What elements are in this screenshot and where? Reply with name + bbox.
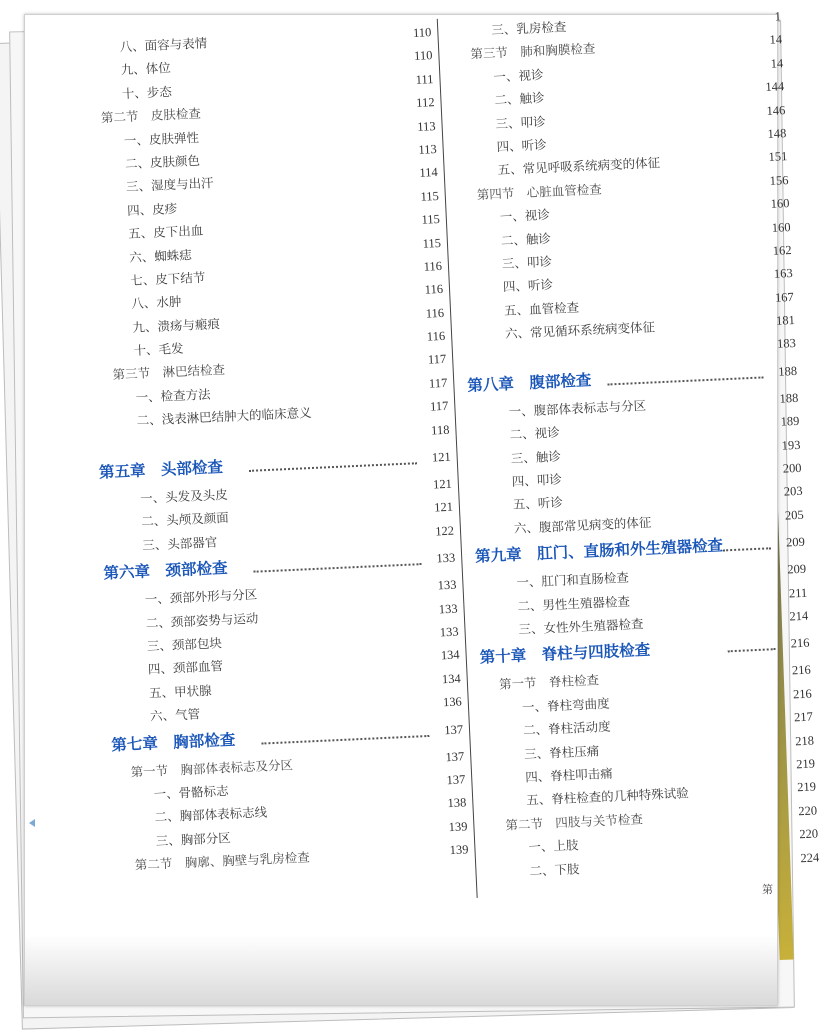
- toc-entry-title: 四、叩诊: [511, 471, 563, 489]
- dot-leader: [249, 462, 417, 472]
- toc-page-number: 160: [770, 196, 790, 212]
- toc-entry-title: 第一节 胸部体表标志及分区: [130, 756, 294, 780]
- toc-entry-title: 第六章 颈部检查: [103, 559, 228, 583]
- toc-page-number: 188: [778, 363, 798, 379]
- toc-entry-title: 二、男性生殖器检查: [517, 593, 631, 614]
- toc-entry-title: 十、毛发: [133, 340, 184, 359]
- toc-page-number: 115: [420, 188, 440, 204]
- toc-page-number: 110: [412, 25, 432, 40]
- toc-page-number: 193: [781, 437, 801, 453]
- toc-page-number: 137: [446, 772, 466, 788]
- toc-page: [24, 9, 820, 1006]
- next-page-edge-text: 第: [762, 883, 773, 896]
- toc-page-number: 121: [433, 500, 454, 515]
- toc-entry-title: 二、胸部体表标志线: [154, 804, 268, 825]
- toc-page-number: 156: [769, 172, 789, 188]
- toc-entry-title: 四、听诊: [502, 277, 554, 295]
- toc-page-number: 133: [436, 550, 456, 566]
- toc-entry-title: 第一节 脊柱检查: [498, 672, 600, 693]
- toc-entry-title: 第二节 胸廓、胸壁与乳房检查: [134, 849, 311, 873]
- toc-entry-title: 一、肛门和直肠检查: [516, 569, 630, 591]
- toc-page-number: 112: [415, 95, 435, 111]
- toc-page-number: 144: [765, 79, 785, 95]
- toc-page-number: 160: [771, 219, 791, 235]
- toc-page-number: 133: [437, 577, 457, 593]
- toc-entry-title: 三、女性外生殖器检查: [518, 616, 644, 637]
- toc-page-number: 188: [779, 390, 799, 406]
- toc-entry-title: 七、皮下结节: [129, 269, 206, 288]
- toc-entry-title: 第九章 肛门、直肠和外生殖器检查: [474, 536, 724, 566]
- toc-entry-title: 十、步态: [121, 83, 173, 102]
- toc-page-number: 115: [422, 235, 442, 251]
- toc-entry-title: 二、皮肤颜色: [124, 152, 201, 172]
- toc-entry-title: 一、视诊: [499, 207, 551, 225]
- toc-page-number: 218: [794, 733, 815, 748]
- toc-page-number: 216: [790, 635, 810, 651]
- toc-entry-title: 第二节 四肢与关节检查: [505, 811, 644, 833]
- toc-entry-title: 第二节 皮肤检查: [100, 105, 202, 126]
- toc-entry-title: 五、甲状腺: [148, 682, 212, 701]
- toc-entry-title: 五、脊柱检查的几种特殊试验: [525, 785, 689, 808]
- toc-entry-title: 四、脊柱叩击痛: [524, 765, 614, 785]
- toc-entry-title: 一、骨骼标志: [153, 783, 229, 802]
- toc-entry-title: 三、叩诊: [495, 113, 546, 131]
- toc-page-number: 121: [432, 476, 453, 492]
- toc-page-number: 136: [442, 694, 463, 710]
- page-edge-marker: [29, 819, 35, 827]
- toc-page-number: 214: [789, 608, 809, 624]
- toc-page-number: 216: [791, 662, 811, 678]
- toc-entry-title: 三、胸部分区: [155, 829, 232, 849]
- toc-page-number: 138: [447, 795, 467, 811]
- toc-page-number: 139: [449, 842, 469, 858]
- toc-entry-title: 四、颈部血管: [147, 658, 224, 678]
- toc-page-number: 205: [784, 507, 804, 523]
- toc-entry-title: 八、面容与表情: [119, 35, 208, 55]
- toc-entry-title: 六、常见循环系统病变体征: [504, 319, 656, 342]
- toc-entry-title: 二、浅表淋巴结肿大的临床意义: [136, 405, 312, 429]
- toc-page-number: 14: [769, 32, 783, 48]
- toc-page-number: 117: [427, 352, 447, 368]
- toc-page-number: 211: [788, 585, 808, 601]
- toc-page-number: 216: [792, 686, 813, 702]
- toc-entry-title: 第三节 肺和胸膜检查: [470, 41, 596, 62]
- toc-entry-title: 三、湿度与出汗: [125, 175, 214, 195]
- toc-entry-title: 一、颈部外形与分区: [144, 586, 258, 607]
- toc-entry-title: 二、触诊: [500, 230, 552, 248]
- toc-entry-title: 九、溃疡与瘢痕: [132, 315, 221, 335]
- table-of-contents: [3, 0, 820, 1022]
- toc-page-number: 219: [795, 756, 816, 772]
- toc-page-number: 118: [430, 422, 450, 438]
- toc-entry-title: 五、常见呼吸系统病变的体征: [497, 155, 661, 178]
- toc-page-number: 121: [431, 449, 451, 465]
- toc-entry-title: 二、下肢: [529, 860, 580, 879]
- toc-entry-title: 第三节 淋巴结检查: [112, 362, 226, 383]
- toc-page-number: 209: [787, 561, 807, 577]
- toc-page-number: 167: [774, 289, 795, 305]
- toc-entry-title: 三、脊柱压痛: [523, 742, 600, 762]
- toc-entry-title: 二、视诊: [509, 424, 561, 443]
- toc-page-number: 189: [780, 414, 800, 429]
- toc-page-number: 133: [438, 601, 458, 616]
- toc-page-number: 181: [775, 313, 796, 328]
- toc-entry-title: 五、听诊: [512, 495, 564, 513]
- dot-leader: [723, 547, 771, 551]
- toc-page-number: 122: [434, 523, 455, 539]
- toc-entry-title: 一、脊柱弯曲度: [521, 695, 610, 715]
- toc-entry-title: 第八章 腹部检查: [467, 371, 592, 395]
- toc-entry-title: 三、叩诊: [501, 253, 553, 272]
- dot-leader: [607, 376, 763, 385]
- toc-entry-title: 一、检查方法: [135, 386, 211, 405]
- toc-page-number: 163: [773, 266, 793, 282]
- toc-page-number: 217: [793, 709, 814, 725]
- toc-entry-title: 五、血管检查: [503, 299, 580, 318]
- toc-entry-title: 三、颈部包块: [146, 635, 223, 654]
- toc-page-number: 139: [448, 819, 468, 834]
- toc-page-number: 1: [774, 9, 782, 24]
- toc-entry-title: 三、头部器官: [141, 534, 218, 553]
- toc-entry-title: 一、头发及头皮: [139, 486, 228, 506]
- toc-page-number: 117: [429, 399, 449, 414]
- page-bottom-shadow: [25, 935, 777, 1005]
- toc-page-number: 137: [445, 748, 465, 764]
- toc-page-number: 110: [413, 48, 433, 64]
- toc-page-number: 133: [439, 624, 459, 640]
- dot-leader: [261, 734, 429, 744]
- toc-page-number: 220: [799, 826, 819, 842]
- toc-page-number: 117: [428, 375, 448, 391]
- toc-entry-title: 五、皮下出血: [127, 222, 204, 242]
- toc-entry-title: 四、听诊: [496, 136, 547, 155]
- toc-entry-title: 第七章 胸部检查: [110, 730, 236, 754]
- toc-page-number: 115: [421, 212, 441, 227]
- toc-page-number: 183: [776, 336, 797, 352]
- toc-page-number: 148: [767, 126, 787, 141]
- toc-entry-title: 四、皮疹: [126, 200, 178, 218]
- toc-entry-title: 第十章 脊柱与四肢检查: [479, 641, 651, 667]
- toc-entry-title: 二、头颅及颜面: [140, 510, 230, 530]
- toc-entry-title: 二、颈部姿势与运动: [145, 610, 259, 631]
- toc-entry-title: 六、腹部常见病变的体征: [513, 514, 652, 536]
- toc-entry-title: 八、水肿: [131, 294, 182, 312]
- toc-page-number: 116: [426, 328, 446, 344]
- toc-page-number: 162: [772, 242, 792, 258]
- toc-page-number: 113: [418, 141, 437, 157]
- toc-left-column: [79, 21, 469, 878]
- toc-entry-title: 一、腹部体表标志与分区: [508, 397, 647, 419]
- toc-page-number: 151: [768, 149, 788, 165]
- toc-page-number: 220: [797, 803, 818, 818]
- toc-entry-title: 二、脊柱活动度: [522, 718, 611, 738]
- toc-entry-title: 二、触诊: [494, 90, 545, 108]
- toc-page-number: 116: [424, 282, 444, 297]
- toc-page-number: 137: [443, 721, 464, 737]
- toc-page-number: 200: [782, 460, 802, 476]
- dot-leader: [728, 649, 776, 653]
- toc-entry-title: 第五章 头部检查: [98, 458, 224, 482]
- toc-right-column: [451, 5, 820, 884]
- toc-page-number: 111: [415, 71, 434, 87]
- toc-entry-title: 一、视诊: [493, 66, 544, 85]
- toc-page-number: 146: [766, 102, 786, 118]
- toc-entry-title: 六、蜘蛛痣: [128, 246, 193, 265]
- toc-entry-title: 三、乳房检查: [490, 19, 567, 38]
- toc-page-number: 134: [441, 671, 462, 687]
- toc-page-number: 134: [440, 647, 460, 663]
- toc-page-number: 116: [423, 258, 443, 274]
- toc-page-number: 224: [800, 849, 820, 865]
- toc-entry-title: 三、触诊: [510, 448, 562, 466]
- toc-entry-title: 六、气管: [149, 706, 201, 724]
- toc-page-number: 116: [425, 305, 445, 321]
- dot-leader: [254, 563, 422, 573]
- toc-entry-title: 一、上肢: [528, 837, 579, 855]
- toc-page-number: 14: [770, 55, 784, 71]
- toc-page-number: 209: [785, 534, 806, 550]
- toc-entry-title: 九、体位: [120, 60, 172, 78]
- toc-page-number: 219: [796, 779, 817, 795]
- toc-entry-title: 第四节 心脏血管检查: [476, 181, 602, 202]
- toc-page-number: 114: [419, 165, 439, 181]
- toc-entry-title: 一、皮肤弹性: [123, 129, 200, 148]
- toc-page-number: 113: [417, 118, 436, 134]
- toc-page-number: 203: [783, 484, 803, 500]
